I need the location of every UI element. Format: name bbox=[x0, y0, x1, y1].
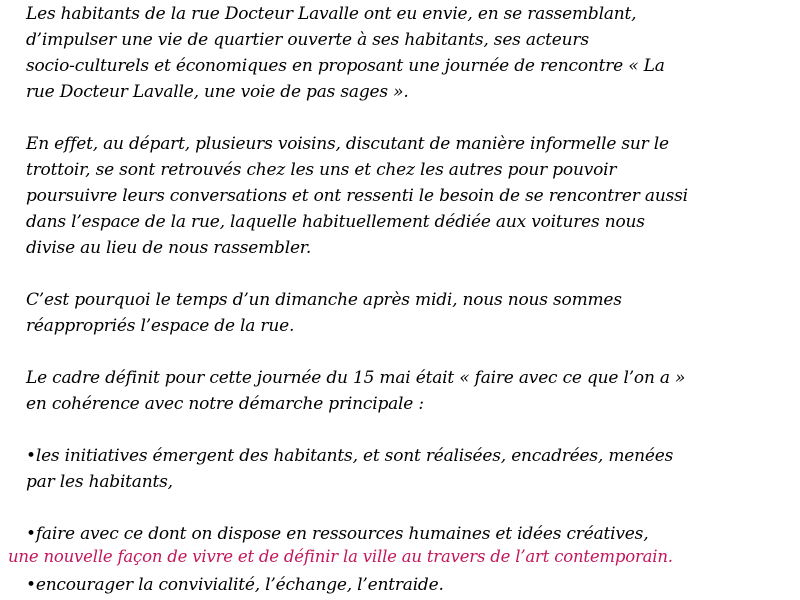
paragraph-2-line-5: divise au lieu de nous rassembler. bbox=[26, 238, 312, 258]
bullet-1-line-1: •les initiatives émergent des habitants, et sont réalisées, encadrées, menées bbox=[26, 446, 674, 466]
bullet-1-line-2: par les habitants, bbox=[26, 472, 173, 492]
paragraph-1-line-1: Les habitants de la rue Docteur Lavalle ont eu envie, en se rassemblant, bbox=[26, 4, 637, 24]
highlight-line: une nouvelle façon de vivre et de définir la ville au travers de l’art contemporain. bbox=[8, 547, 673, 566]
paragraph-2-line-3: poursuivre leurs conversations et ont ressenti le besoin de se rencontrer aussi bbox=[26, 186, 688, 206]
paragraph-4-line-1: Le cadre définit pour cette journée du 15 mai était « faire avec ce que l’on a » bbox=[26, 368, 686, 388]
paragraph-2-line-2: trottoir, se sont retrouvés chez les uns et chez les autres pour pouvoir bbox=[26, 160, 617, 180]
paragraph-2-line-1: En effet, au départ, plusieurs voisins, discutant de manière informelle sur le bbox=[26, 134, 669, 154]
paragraph-4-line-2: en cohérence avec notre démarche principale : bbox=[26, 394, 424, 414]
paragraph-1-line-3: socio-culturels et économiques en proposant une journée de rencontre « La bbox=[26, 56, 665, 76]
paragraph-1-line-2: d’impulser une vie de quartier ouverte à ses habitants, ses acteurs bbox=[26, 30, 589, 50]
bullet-2: •faire avec ce dont on dispose en ressources humaines et idées créatives, bbox=[26, 524, 649, 544]
paragraph-3-line-1: C’est pourquoi le temps d’un dimanche après midi, nous nous sommes bbox=[26, 290, 622, 310]
paragraph-2-line-4: dans l’espace de la rue, laquelle habituellement dédiée aux voitures nous bbox=[26, 212, 645, 232]
bullet-3: •encourager la convivialité, l’échange, l’entraide. bbox=[26, 575, 444, 595]
paragraph-1-line-4: rue Docteur Lavalle, une voie de pas sages ». bbox=[26, 82, 409, 102]
paragraph-3-line-2: réappropriés l’espace de la rue. bbox=[26, 316, 295, 336]
